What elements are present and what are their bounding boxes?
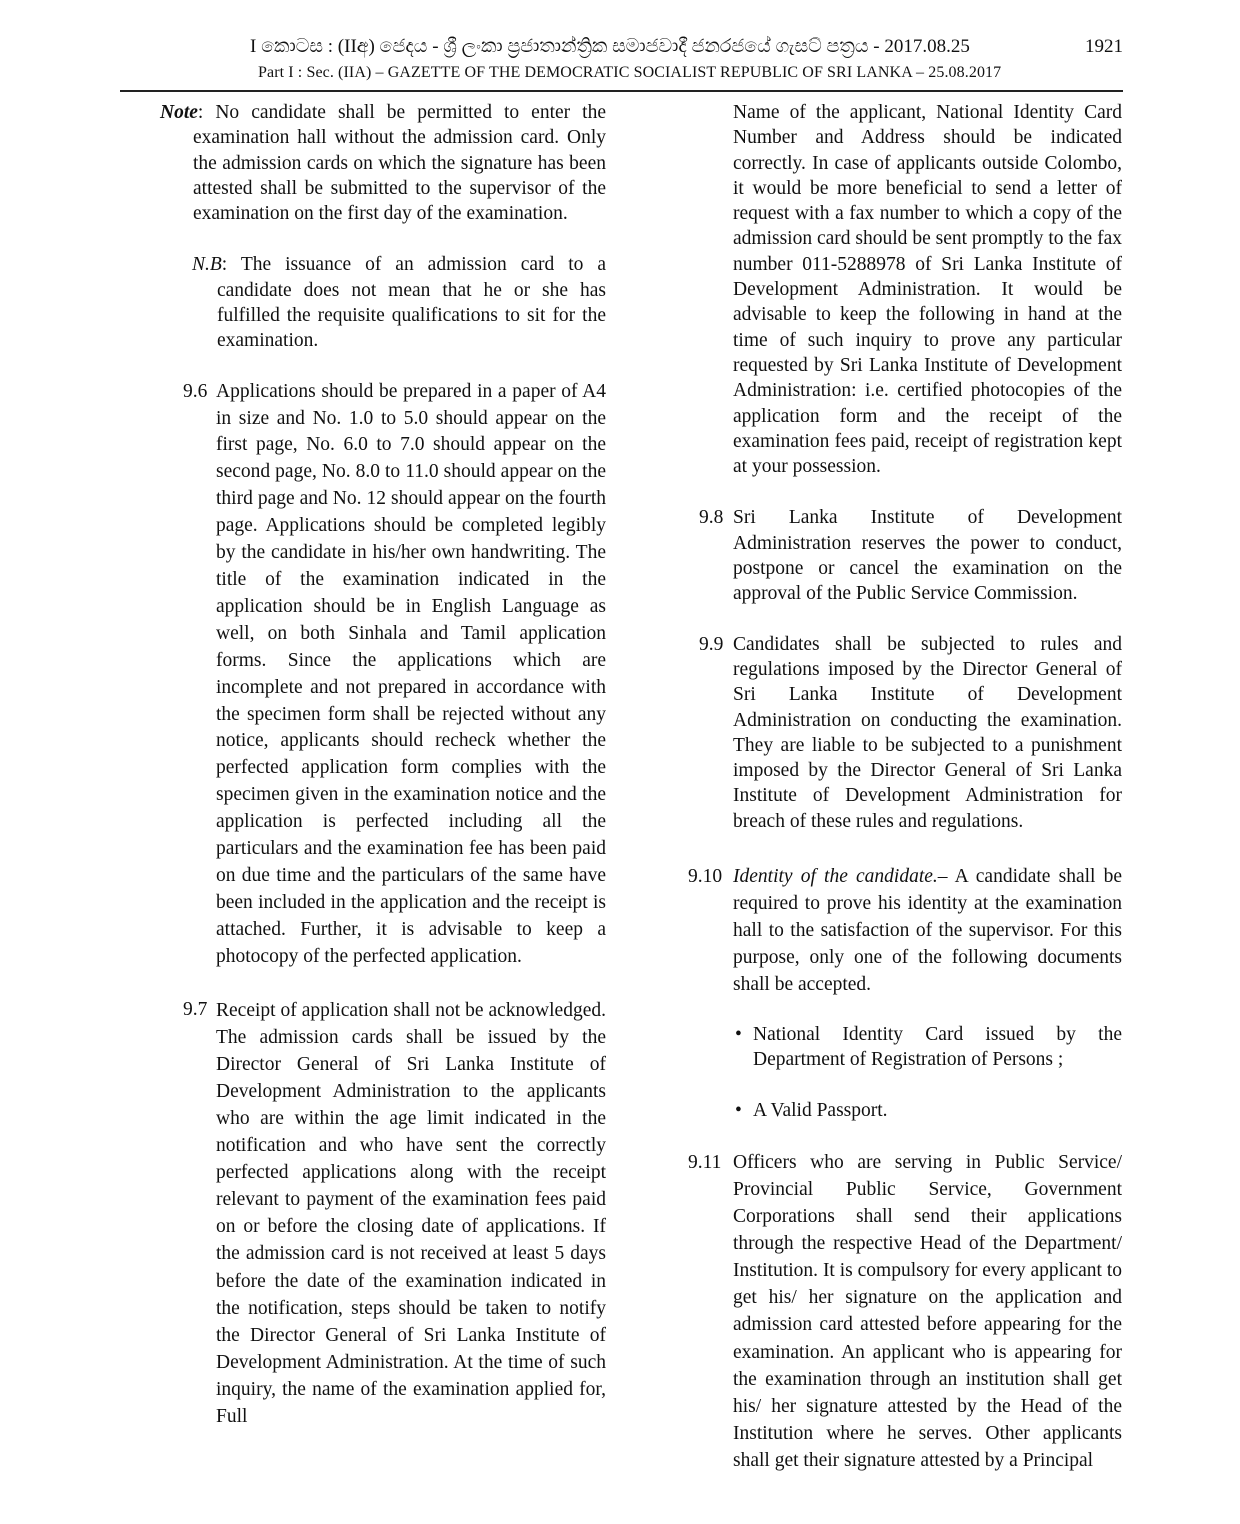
- header-sinhala-title: I කොටස : (IIඅ) ජෙදය - ශ්‍රී ලංකා ප්‍රජාතාන්ත්‍රික සමාජවාදී ජනරජයේ ගැසට් පත්‍රය - 2017.08.25: [250, 36, 970, 57]
- section-number: 9.6: [183, 380, 208, 402]
- bullet-icon: •: [735, 1024, 742, 1046]
- section-9-11: [685, 1149, 1122, 1474]
- section-number: 9.9: [699, 633, 724, 655]
- nb-paragraph: [160, 252, 606, 353]
- note-paragraph: [160, 100, 606, 226]
- section-9-9: [685, 632, 1122, 834]
- section-number: 9.10: [688, 866, 723, 888]
- bullet-valid-passport: [685, 1098, 1122, 1123]
- nb-label: N.B: [192, 254, 222, 276]
- bullet-text: A Valid Passport.: [753, 1099, 888, 1121]
- note-text: : No candidate shall be permitted to enter the examination hall without the admission card. Only the admission cards on which the signature has been attested shall be submitted to the supervisor of the examination on the first day of the examination.: [193, 102, 606, 225]
- bullet-icon: •: [735, 1099, 742, 1121]
- header-divider: [120, 90, 1123, 92]
- nb-text: : The issuance of an admission card to a candidate does not mean that he or she has fulfilled the requisite qualifications to sit for the examination.: [217, 254, 606, 352]
- bullet-national-identity-card: [685, 1022, 1122, 1073]
- header-english-title: Part I : Sec. (IIA) – GAZETTE OF THE DEMOCRATIC SOCIALIST REPUBLIC OF SRI LANKA – 25.08.2017: [258, 64, 1002, 81]
- left-column: [160, 100, 606, 1430]
- section-number: 9.7: [183, 998, 208, 1020]
- section-9-10: [685, 863, 1122, 998]
- page-number: 1921: [1085, 36, 1123, 57]
- section-9-7: [160, 997, 606, 1431]
- section-text: Applications should be prepared in a paper of A4 in size and No. 1.0 to 5.0 should appear on the first page, No. 6.0 to 7.0 should appear on the second page, No. 8.0 to 11.0 should appear on the third page and No. 12 should appear on the fourth page. Applications should be completed legibly by the candidate in his/her own handwriting. The title of the examination indicated in the application should be in English Language as well, on both Sinhala and Tamil application forms. Since the applications which are incomplete and not prepared in accordance with the specimen form shall be rejected without any notice, applicants should recheck whether the perfected application form complies with the specimen given in the examination notice and the application is perfected including all the particulars and the examination fee has been paid on due time and the particulars of the same have been included in the application and the receipt is attached. Further, it is advisable to keep a photocopy of the perfected application.: [216, 380, 606, 967]
- section-heading: Identity of the candidate.: [733, 866, 938, 888]
- section-number: 9.11: [688, 1151, 722, 1173]
- section-number: 9.8: [699, 507, 724, 529]
- right-column: [685, 100, 1122, 1474]
- section-9-6: [160, 379, 606, 971]
- section-text: Identity of the candidate.– A candidate shall be required to prove his identity at the examination hall to the satisfaction of the supervisor. For this purpose, only one of the following documents shall be accepted.: [733, 866, 1122, 996]
- section-text: Candidates shall be subjected to rules and regulations imposed by the Director General of Sri Lanka Institute of Development Administration on conducting the examination. They are liable to be subjected to a punishment imposed by the Director General of Sri Lanka Institute of Development Administration for breach of these rules and regulations.: [733, 633, 1122, 832]
- section-text: Receipt of application shall not be acknowledged. The admission cards shall be issued by the Director General of Sri Lanka Institute of Development Administration to the applicants who are within the age limit indicated in the notification and who have sent the correctly perfected applications along with the receipt relevant to payment of the examination fees paid on or before the closing date of applications. If the admission card is not received at least 5 days before the date of the examination indicated in the notification, steps should be taken to notify the Director General of Sri Lanka Institute of Development Administration. At the time of such inquiry, the name of the examination applied for, Full: [216, 999, 606, 1428]
- section-9-8: [685, 505, 1122, 606]
- bullet-text: National Identity Card issued by the Department of Registration of Persons ;: [753, 1024, 1122, 1071]
- note-label: Note: [160, 102, 198, 123]
- section-text: Officers who are serving in Public Service/ Provincial Public Service, Government Corporations shall send their applications through the respective Head of the Department/ Institution. It is compulsory for every applicant to get his/ her signature on the application and admission card attested before appearing for the examination. An applicant who is appearing for the examination through an institution shall get his/ her signature attested by the Head of the Institution where he serves. Other applicants shall get their signature attested by a Principal: [733, 1151, 1122, 1471]
- section-9-7-continued: Name of the applicant, National Identity Card Number and Address should be indicated correctly. In case of applicants outside Colombo, it would be more beneficial to send a letter of request with a fax number to which a copy of the admission card should be sent promptly to the fax number 011-5288978 of Sri Lanka Institute of Development Administration. It would be advisable to keep the following in hand at the time of such inquiry to prove any particular requested by Sri Lanka Institute of Development Administration: i.e. certified photocopies of the application form and the receipt of the examination fees paid, receipt of registration kept at your possession.: [733, 102, 1122, 478]
- section-text: Sri Lanka Institute of Development Administration reserves the power to conduct, postpone or cancel the examination on the approval of the Public Service Commission.: [733, 507, 1122, 605]
